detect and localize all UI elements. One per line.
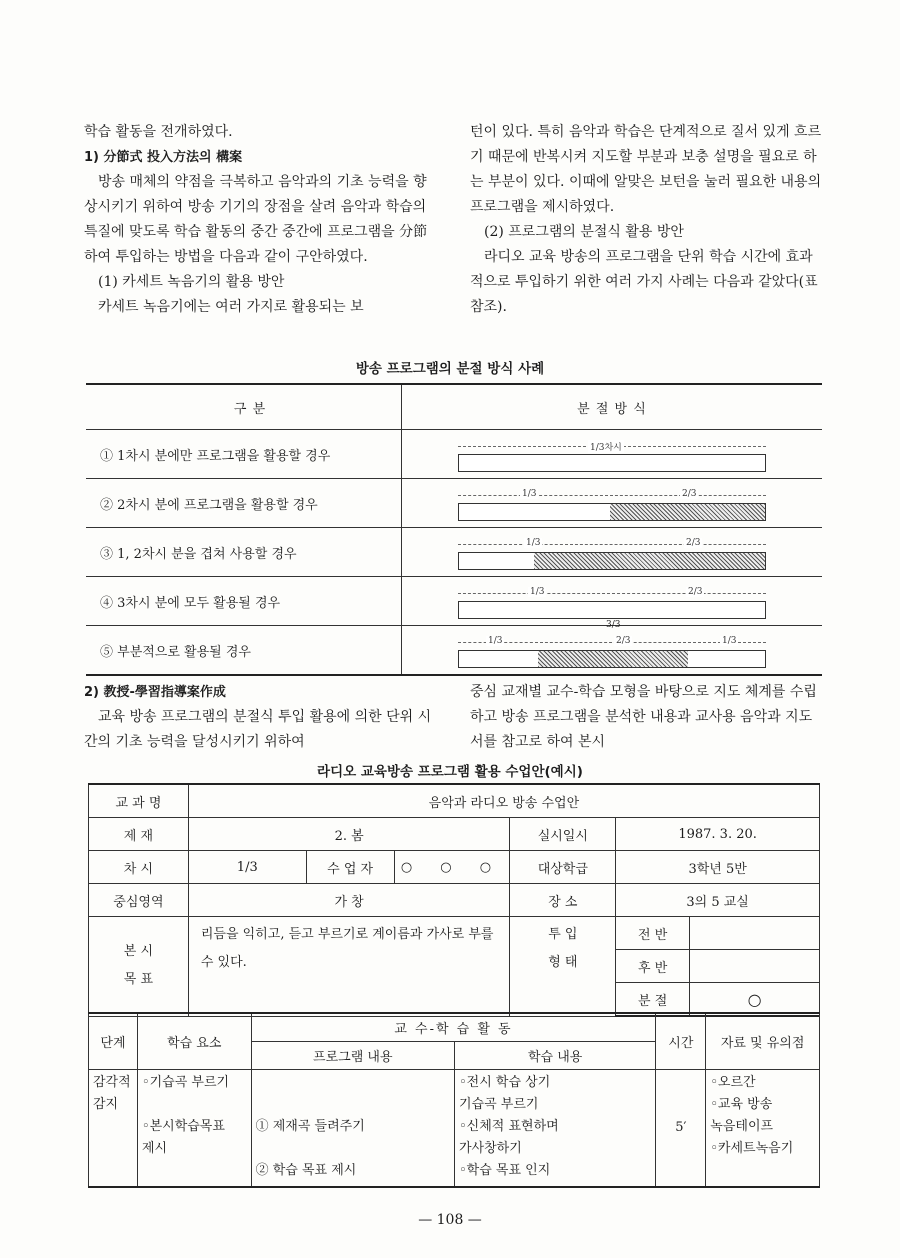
seg-mark: 1/3	[526, 538, 541, 548]
period-label: 차 시	[89, 851, 189, 884]
seg-mark: 1/3차시	[588, 440, 624, 453]
time-cell: 5′	[656, 1069, 706, 1187]
seg-mark: 1/3	[522, 489, 537, 499]
paragraph: 카세트 녹음기에는 여러 가지로 활용되는 보	[98, 299, 364, 315]
paragraph: 1) 分節式 投入方法의 構案	[84, 150, 243, 165]
table1-caption: 방송 프로그램의 분절 방식 사례	[355, 361, 545, 377]
type-option-second: 후 반	[616, 950, 690, 983]
cell-line	[256, 1138, 450, 1160]
seg-header-method: 분 절 방 식	[402, 384, 823, 430]
paragraph: 2) 教授-學習指導案作成	[84, 685, 226, 700]
table2-caption: 라디오 교육방송 프로그램 활용 수업안(예시)	[317, 764, 583, 780]
activity-table	[88, 1012, 820, 1188]
class-label: 대상학급	[510, 851, 616, 884]
seg-row	[86, 430, 822, 479]
seg-bar	[458, 538, 766, 564]
cell-line: 녹음테이프	[710, 1118, 774, 1134]
subject-label: 교 과 명	[89, 784, 189, 818]
seg-mark: 1/3	[488, 636, 503, 646]
goal-label-1: 본 시	[123, 944, 154, 960]
header-time: 시간	[656, 1013, 706, 1069]
seg-row	[86, 626, 822, 676]
page-number: — 108 —	[418, 1212, 482, 1228]
class-value: 3학년 5반	[616, 851, 820, 884]
seg-header-category: 구 분	[86, 384, 402, 430]
cell-line: 제시	[141, 1140, 168, 1156]
lower-right-column	[470, 680, 822, 755]
lower-left-column	[84, 680, 440, 755]
title-value: 2. 봄	[188, 818, 510, 851]
cell-line: ② 학습 목표 제시	[255, 1162, 357, 1178]
cell-line	[142, 1094, 247, 1116]
seg-mark: 2/3	[688, 587, 703, 597]
type-mark-second	[690, 950, 820, 983]
type-mark-first	[690, 917, 820, 950]
paragraph: 학습 활동을 전개하였다.	[84, 124, 233, 140]
seg-mark: 2/3	[686, 538, 701, 548]
place-label: 장 소	[510, 884, 616, 917]
stage-cell: 감각적 감지	[89, 1069, 138, 1187]
segmentation-table	[86, 383, 822, 676]
cell-line: ◦기습곡 부르기	[141, 1074, 230, 1090]
goal-value: 리듬을 익히고, 듣고 부르기로 계이름과 가사로 부를 수 있다.	[188, 917, 510, 1017]
seg-bar	[458, 489, 766, 515]
cell-line: ◦학습 목표 인지	[458, 1162, 551, 1178]
cell-line: ◦신체적 표현하며	[458, 1118, 559, 1134]
type-option-split: 분 절	[616, 983, 690, 1017]
seg-row	[86, 479, 822, 528]
period-value: 1/3	[188, 851, 306, 884]
cell-line: ◦카세트녹음기	[710, 1140, 794, 1156]
paragraph: 중심 교재별 교수-학습 모형을 바탕으로 지도 체계를 수립하고 방송 프로그램을 분석한 내용과 교사용 음악과 지도서를 참고로 하여 본시	[470, 684, 817, 750]
cell-line: ◦전시 학습 상기	[458, 1074, 551, 1090]
goal-label	[89, 917, 189, 1017]
seg-mark: 1/3	[722, 636, 737, 646]
type-label-2: 형 태	[548, 955, 578, 970]
header-element: 학습 요소	[137, 1013, 251, 1069]
material-cell	[706, 1069, 820, 1187]
type-label	[510, 917, 616, 1017]
seg-mark: 1/3	[530, 587, 545, 597]
header-learning: 학습 내용	[454, 1041, 655, 1069]
header-stage: 단계	[89, 1013, 138, 1069]
learning-cell	[454, 1069, 655, 1187]
paragraph: (2) 프로그램의 분절식 활용 방안	[484, 224, 684, 240]
cell-line: ① 제재곡 들려주기	[255, 1118, 365, 1134]
date-label: 실시일시	[510, 818, 616, 851]
seg-row-label: ① 1차시 분에만 프로그램을 활용할 경우	[86, 430, 402, 479]
paragraph: 라디오 교육 방송의 프로그램을 단위 학습 시간에 효과적으로 투입하기 위한 여러 가지 사례는 다음과 같았다(표 참조).	[470, 249, 818, 315]
teacher-label: 수 업 자	[306, 851, 394, 884]
place-value: 3의 5 교실	[616, 884, 820, 917]
header-program: 프로그램 내용	[251, 1041, 454, 1069]
seg-mark: 2/3	[616, 636, 631, 646]
paragraph: (1) 카세트 녹음기의 활용 방안	[98, 274, 285, 290]
seg-row-label: ④ 3차시 분에 모두 활용될 경우	[86, 577, 402, 626]
date-value: 1987. 3. 20.	[616, 818, 820, 851]
program-cell	[251, 1069, 454, 1187]
paragraph: 방송 매체의 약점을 극복하고 음악과의 기초 능력을 향상시키기 위하여 방송 기기의 장점을 살려 음악과 학습의 특질에 맞도록 학습 활동의 중간 중간에 프로그램을 分節하여 투입하는 방법을 다음과 같이 구안하였다.	[84, 174, 428, 265]
goal-label-2: 목 표	[123, 972, 154, 988]
lesson-plan-table	[88, 783, 820, 1017]
seg-row	[86, 528, 822, 577]
seg-mark: 3/3	[606, 620, 621, 630]
teacher-value: ○ ○ ○	[394, 851, 510, 884]
cell-line	[256, 1094, 450, 1116]
seg-bar	[458, 587, 766, 630]
seg-row-label: ③ 1, 2차시 분을 겹쳐 사용할 경우	[86, 528, 402, 577]
element-cell	[137, 1069, 251, 1187]
header-material: 자료 및 유의점	[706, 1013, 820, 1069]
cell-line: 기습곡 부르기	[458, 1096, 539, 1112]
type-option-first: 전 반	[616, 917, 690, 950]
title-label: 제 재	[89, 818, 189, 851]
cell-line: ◦오르간	[710, 1074, 756, 1090]
seg-row	[86, 577, 822, 626]
cell-line: 가사창하기	[458, 1140, 522, 1156]
type-mark-split: ○	[690, 983, 820, 1017]
subject-value: 음악과 라디오 방송 수업안	[188, 784, 819, 818]
type-label-1: 투 입	[548, 927, 578, 942]
paragraph: 턴이 있다. 특히 음악과 학습은 단계적으로 질서 있게 흐르기 때문에 반복시켜 지도할 부분과 보충 설명을 필요로 하는 부분이 있다. 이때에 알맞은 보턴을 눌러 필요한 내용의 프로그램을 제시하였다.	[470, 124, 822, 215]
header-activity: 교 수-학 습 활 동	[251, 1013, 656, 1041]
area-value: 가 창	[188, 884, 510, 917]
cell-line: ◦교육 방송	[710, 1096, 773, 1112]
left-column	[84, 120, 440, 320]
seg-row-label: ⑤ 부분적으로 활용될 경우	[86, 626, 402, 676]
seg-row-label: ② 2차시 분에 프로그램을 활용할 경우	[86, 479, 402, 528]
right-column	[470, 120, 822, 320]
seg-bar	[458, 636, 766, 662]
seg-mark: 2/3	[682, 489, 697, 499]
area-label: 중심영역	[89, 884, 189, 917]
cell-line	[256, 1072, 450, 1094]
seg-bar	[458, 443, 766, 466]
cell-line: ◦본시학습목표	[141, 1118, 225, 1134]
paragraph: 교육 방송 프로그램의 분절식 투입 활용에 의한 단위 시간의 기초 능력을 달성시키기 위하여	[84, 709, 432, 750]
